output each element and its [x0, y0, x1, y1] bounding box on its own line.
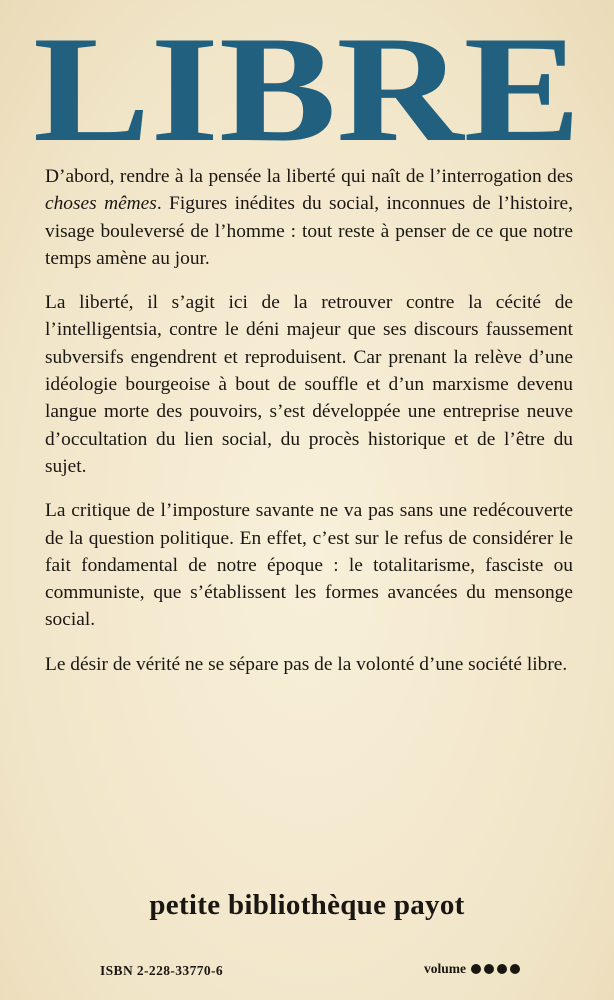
paragraph-2-text: La liberté, il s’agit ici de la retrouver contre la cécité de l’intelligentsia, contre le déni majeur que ses discours faussement subversifs engendrent et reproduisent. Car prenant la relève d’une idéologie bourgeoise à bout de souffle et d’un marxisme devenu langue morte des pouvoirs, s’est développée une entreprise neuve d’occultation du lien social, du procès historique et de l’être du sujet.: [45, 292, 573, 477]
title-graphic: [0, 20, 614, 150]
series-name: petite bibliothèque payot: [149, 889, 465, 921]
volume-indicator: [424, 961, 523, 977]
paragraph-4-text: Le désir de vérité ne se sépare pas de la volonté d’une société libre.: [45, 653, 568, 675]
volume-label: volume: [424, 961, 466, 976]
paragraph-2: [45, 289, 573, 480]
paragraph-1: [45, 163, 573, 272]
volume-dots: [471, 964, 523, 974]
paragraph-4: [45, 651, 573, 678]
paragraph-3: [45, 497, 573, 633]
volume-dot: [497, 964, 507, 974]
paragraph-1-emphasis: choses mêmes: [45, 193, 157, 215]
volume-dot: [484, 964, 494, 974]
isbn: ISBN 2-228-33770-6: [100, 963, 224, 978]
title-text: LIBRE: [33, 20, 581, 150]
volume-dot: [471, 964, 481, 974]
blurb: [45, 163, 573, 695]
paragraph-1-text-a: D’abord, rendre à la pensée la liberté qui naît de l’interrogation des: [45, 166, 573, 187]
title: [0, 20, 614, 150]
paragraph-3-text: La critique de l’imposture savante ne va pas sans une redécouverte de la question politique. En effet, c’est sur le refus de considérer le fait fondamental de notre époque : le totalitarisme, fasciste ou communiste, que s’établissent les formes avancées du mensonge social.: [45, 500, 573, 631]
volume-dot: [510, 964, 520, 974]
paragraph-1-text-b: . Figures inédites du social, inconnues de l’histoire, visage bouleversé de l’homme : tout reste à penser de ce que notre temps amène au jour.: [45, 193, 574, 269]
